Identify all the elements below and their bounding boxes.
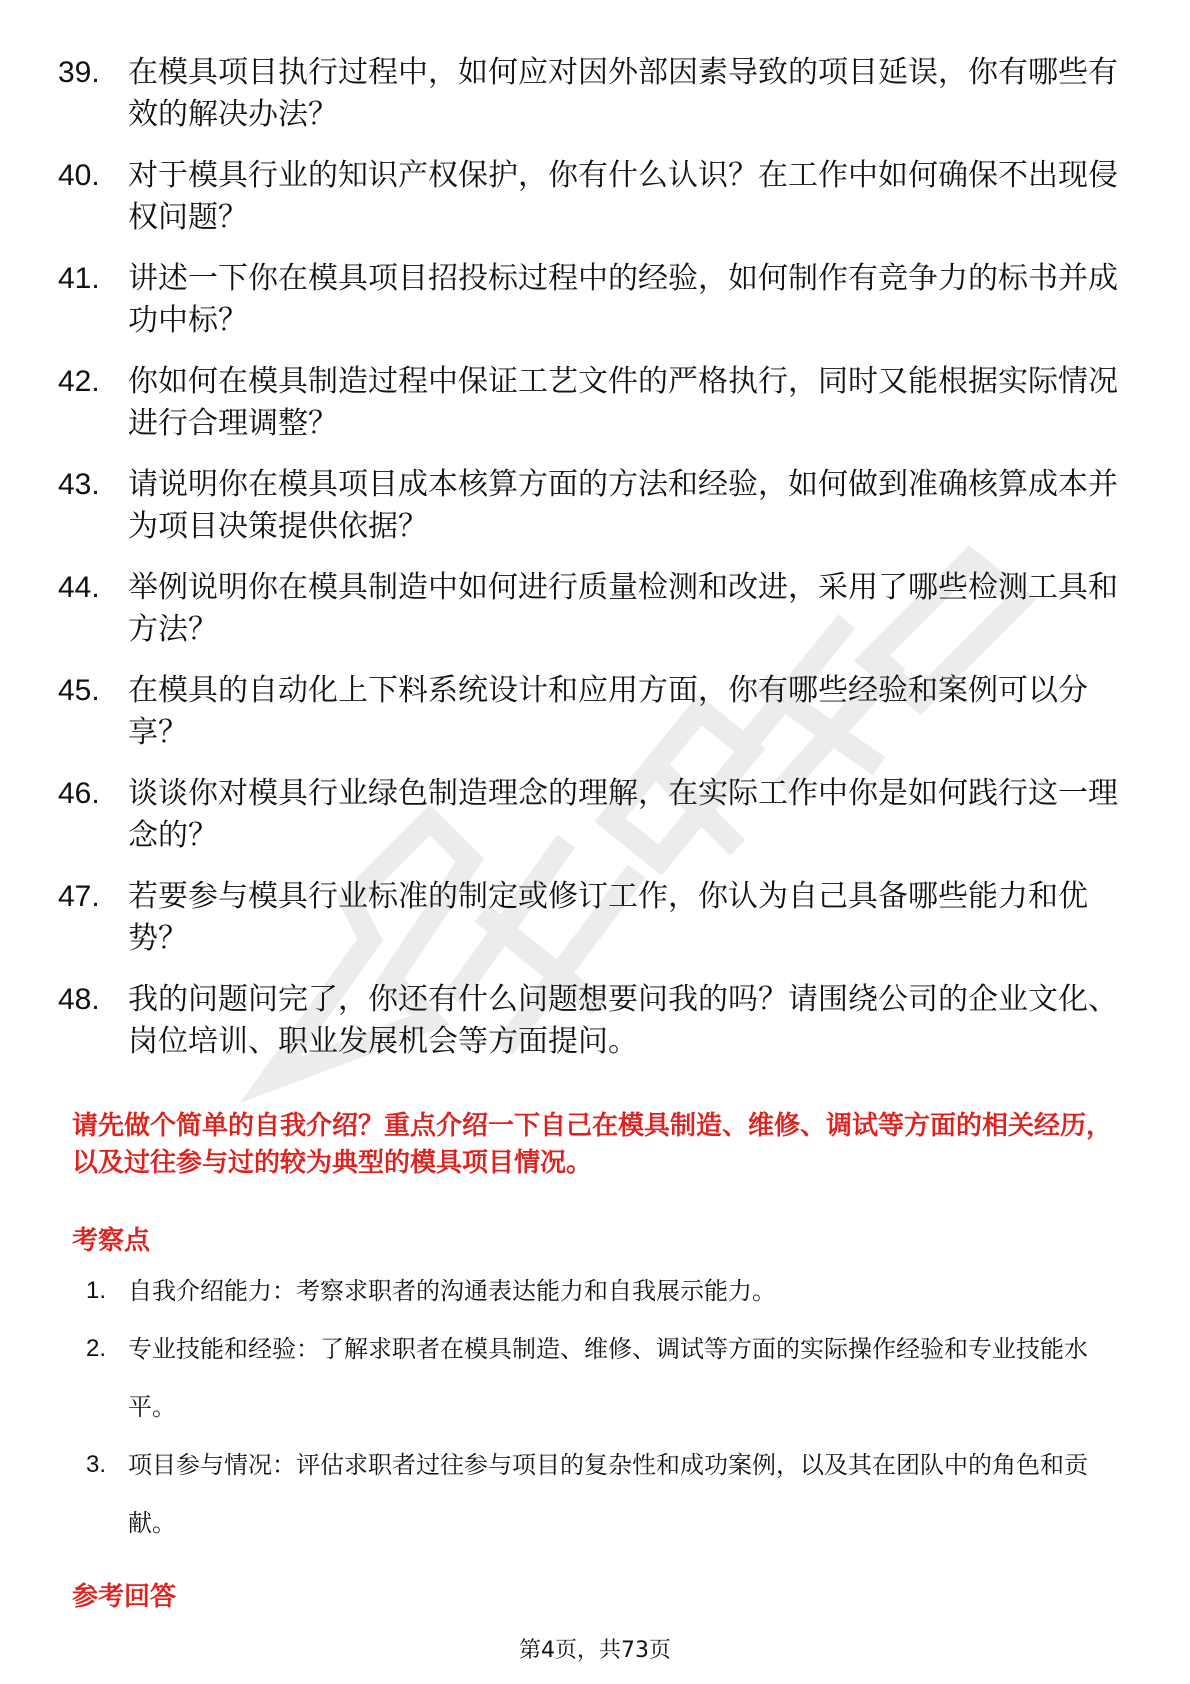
question-number: 48. [58, 983, 100, 1016]
question-text: 在模具的自动化上下料系统设计和应用方面，你有哪些经验和案例可以分享？ [128, 673, 1088, 750]
question-number: 42. [58, 365, 100, 398]
assessment-point-2 [86, 1320, 1126, 1436]
question-number: 39. [58, 56, 100, 89]
question-text: 若要参与模具行业标准的制定或修订工作，你认为自己具备哪些能力和优势？ [128, 879, 1088, 956]
question-text: 我的问题问完了，你还有什么问题想要问我的吗？请围绕公司的企业文化、岗位培训、职业发展机会等方面提问。 [128, 982, 1118, 1059]
focus-question: 请先做个简单的自我介绍？重点介绍一下自己在模具制造、维修、调试等方面的相关经历，以及过往参与过的较为典型的模具项目情况。 [72, 1111, 1113, 1178]
question-number: 47. [58, 880, 100, 913]
point-text: 专业技能和经验：了解求职者在模具制造、维修、调试等方面的实际操作经验和专业技能水平。 [128, 1335, 1088, 1421]
question-item-44 [58, 567, 1128, 651]
question-text: 请说明你在模具项目成本核算方面的方法和经验，如何做到准确核算成本并为项目决策提供依据？ [128, 467, 1118, 544]
reference-answer-heading: 参考回答 [72, 1582, 177, 1612]
question-number: 46. [58, 777, 100, 810]
question-number: 40. [58, 159, 100, 192]
assessment-point-1 [86, 1262, 1126, 1320]
question-number: 44. [58, 571, 100, 604]
point-text: 自我介绍能力：考察求职者的沟通表达能力和自我展示能力。 [128, 1277, 776, 1305]
point-number: 2. [86, 1335, 107, 1362]
question-item-45 [58, 670, 1128, 754]
assessment-point-3 [86, 1436, 1126, 1552]
question-item-39 [58, 52, 1128, 136]
question-item-42 [58, 361, 1128, 445]
page-footer: 第4页，共73页 [519, 1638, 671, 1663]
question-text: 在模具项目执行过程中，如何应对因外部因素导致的项目延误，你有哪些有效的解决办法？ [128, 55, 1118, 132]
assessment-point-list [86, 1262, 1126, 1552]
question-list [58, 52, 1128, 1082]
question-number: 41. [58, 262, 100, 295]
question-text: 谈谈你对模具行业绿色制造理念的理解，在实际工作中你是如何践行这一理念的？ [128, 776, 1118, 853]
question-text: 对于模具行业的知识产权保护，你有什么认识？在工作中如何确保不出现侵权问题？ [128, 158, 1118, 235]
question-item-41 [58, 258, 1128, 342]
question-item-40 [58, 155, 1128, 239]
point-text: 项目参与情况：评估求职者过往参与项目的复杂性和成功案例，以及其在团队中的角色和贡献。 [128, 1451, 1088, 1537]
question-item-48 [58, 979, 1128, 1063]
question-text: 讲述一下你在模具项目招投标过程中的经验，如何制作有竞争力的标书并成功中标？ [128, 261, 1118, 338]
point-number: 1. [86, 1277, 107, 1304]
point-number: 3. [86, 1451, 107, 1478]
question-item-47 [58, 876, 1128, 960]
assessment-heading: 考察点 [72, 1226, 151, 1256]
question-item-43 [58, 464, 1128, 548]
question-text: 举例说明你在模具制造中如何进行质量检测和改进，采用了哪些检测工具和方法？ [128, 570, 1118, 647]
question-text: 你如何在模具制造过程中保证工艺文件的严格执行，同时又能根据实际情况进行合理调整？ [128, 364, 1118, 441]
question-number: 43. [58, 468, 100, 501]
question-item-46 [58, 773, 1128, 857]
question-number: 45. [58, 674, 100, 707]
